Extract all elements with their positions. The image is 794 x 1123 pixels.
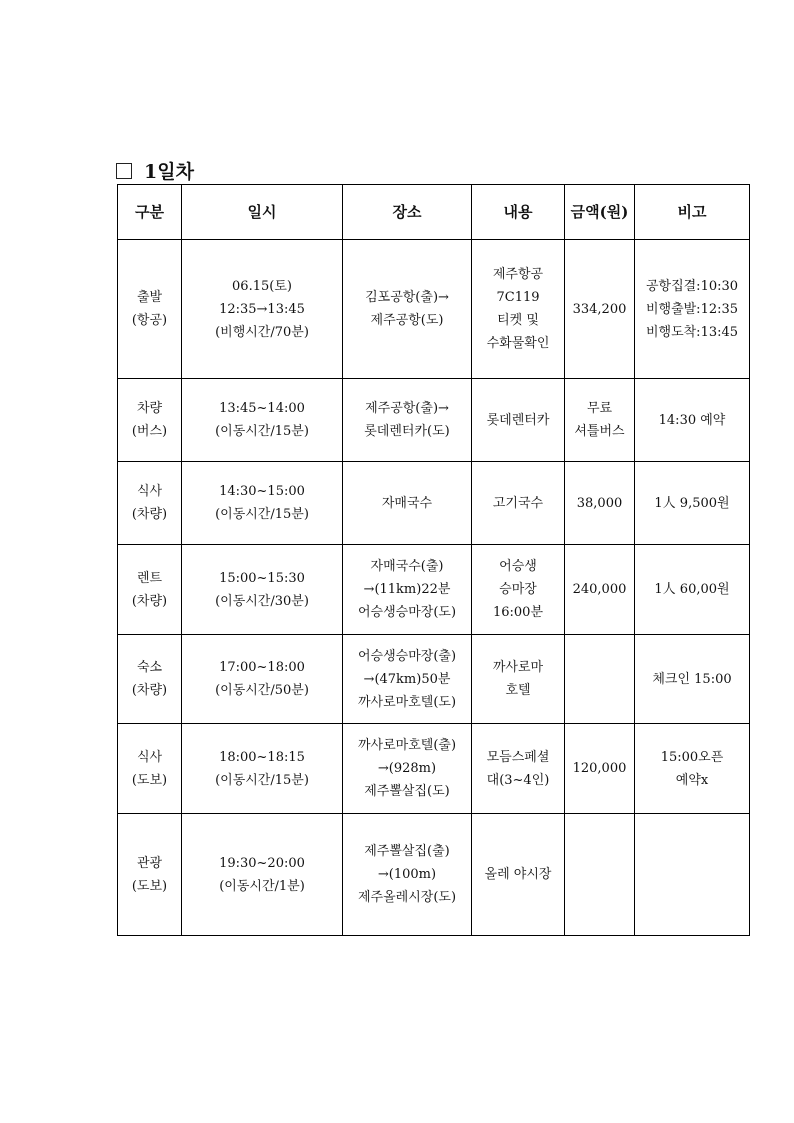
cell-note — [635, 814, 750, 936]
table-row — [118, 379, 750, 462]
cell-place: 김포공항(출)→ 제주공항(도) — [343, 240, 472, 379]
header-datetime: 일시 — [182, 185, 343, 240]
cell-time: 18:00~18:15 (이동시간/15분) — [182, 724, 343, 814]
section-title: 1일차 — [144, 161, 194, 183]
cell-content: 까사로마 호텔 — [472, 635, 565, 724]
cell-type: 렌트 (차량) — [118, 545, 182, 635]
cell-type: 숙소 (차량) — [118, 635, 182, 724]
table-row — [118, 240, 750, 379]
cell-time: 14:30~15:00 (이동시간/15분) — [182, 462, 343, 545]
cell-amount: 38,000 — [565, 462, 635, 545]
table-row — [118, 635, 750, 724]
table-row — [118, 814, 750, 936]
empty-checkbox-icon — [116, 163, 132, 179]
cell-note: 1人 9,500원 — [635, 462, 750, 545]
cell-amount — [565, 814, 635, 936]
cell-place: 자매국수 — [343, 462, 472, 545]
cell-time: 19:30~20:00 (이동시간/1분) — [182, 814, 343, 936]
cell-content: 롯데렌터카 — [472, 379, 565, 462]
header-amount: 금액(원) — [565, 185, 635, 240]
table-row — [118, 724, 750, 814]
cell-type: 출발 (항공) — [118, 240, 182, 379]
table-row — [118, 462, 750, 545]
cell-amount: 240,000 — [565, 545, 635, 635]
cell-note: 체크인 15:00 — [635, 635, 750, 724]
cell-content: 제주항공 7C119 티켓 및 수화물확인 — [472, 240, 565, 379]
table-header-row — [118, 185, 750, 240]
cell-note: 14:30 예약 — [635, 379, 750, 462]
header-category: 구분 — [118, 185, 182, 240]
cell-amount: 120,000 — [565, 724, 635, 814]
cell-amount — [565, 635, 635, 724]
cell-place: 자매국수(출) →(11km)22분 어승생승마장(도) — [343, 545, 472, 635]
cell-note: 15:00오픈 예약x — [635, 724, 750, 814]
cell-place: 제주뽈살집(출) →(100m) 제주올레시장(도) — [343, 814, 472, 936]
cell-note: 공항집결:10:30 비행출발:12:35 비행도착:13:45 — [635, 240, 750, 379]
cell-amount: 334,200 — [565, 240, 635, 379]
cell-content: 올레 야시장 — [472, 814, 565, 936]
cell-content: 어승생 승마장 16:00분 — [472, 545, 565, 635]
cell-type: 관광 (도보) — [118, 814, 182, 936]
cell-time: 17:00~18:00 (이동시간/50분) — [182, 635, 343, 724]
cell-time: 13:45~14:00 (이동시간/15분) — [182, 379, 343, 462]
cell-type: 차량 (버스) — [118, 379, 182, 462]
header-place: 장소 — [343, 185, 472, 240]
table-row — [118, 545, 750, 635]
cell-place: 제주공항(출)→ 롯데렌터카(도) — [343, 379, 472, 462]
header-content: 내용 — [472, 185, 565, 240]
cell-content: 모듬스페셜 대(3~4인) — [472, 724, 565, 814]
cell-type: 식사 (차량) — [118, 462, 182, 545]
cell-place: 까사로마호텔(출) →(928m) 제주뽈살집(도) — [343, 724, 472, 814]
cell-content: 고기국수 — [472, 462, 565, 545]
cell-amount: 무료 셔틀버스 — [565, 379, 635, 462]
header-note: 비고 — [635, 185, 750, 240]
itinerary-table — [117, 184, 750, 936]
cell-time: 06.15(토) 12:35→13:45 (비행시간/70분) — [182, 240, 343, 379]
cell-place: 어승생승마장(출) →(47km)50분 까사로마호텔(도) — [343, 635, 472, 724]
cell-type: 식사 (도보) — [118, 724, 182, 814]
cell-time: 15:00~15:30 (이동시간/30분) — [182, 545, 343, 635]
section-heading — [116, 157, 194, 184]
cell-note: 1人 60,00원 — [635, 545, 750, 635]
